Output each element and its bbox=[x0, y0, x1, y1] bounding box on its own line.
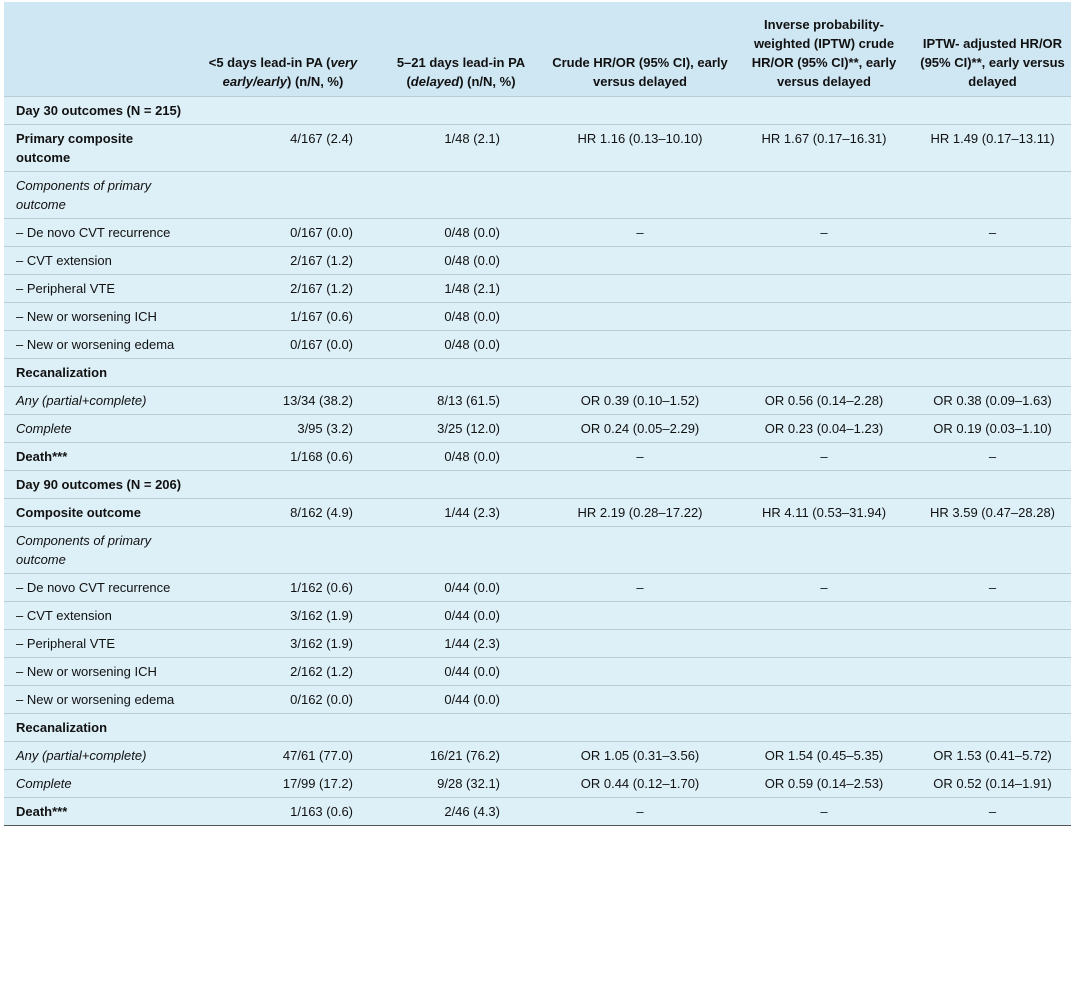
early-pa-cell: 3/95 (3.2) bbox=[297, 420, 353, 436]
crude-hr-cell bbox=[546, 713, 734, 741]
row-label: – De novo CVT recurrence bbox=[16, 579, 171, 595]
iptw-crude-hr-cell bbox=[734, 96, 914, 124]
row-label: – CVT extension bbox=[16, 252, 112, 268]
iptw-adjusted-hr-cell bbox=[914, 96, 1071, 124]
crude-hr-cell bbox=[546, 526, 734, 573]
early-pa-cell bbox=[190, 358, 376, 386]
iptw-adjusted-hr-cell bbox=[914, 657, 1071, 685]
early-pa-cell: 2/162 (1.2) bbox=[290, 663, 353, 679]
crude-hr-cell bbox=[546, 657, 734, 685]
delayed-pa-cell: 0/48 (0.0) bbox=[444, 336, 500, 352]
crude-hr-cell: OR 1.05 (0.31–3.56) bbox=[580, 747, 700, 763]
early-pa-cell: 47/61 (77.0) bbox=[282, 747, 353, 763]
row-label: Complete bbox=[16, 775, 72, 791]
early-pa-cell: 8/162 (4.9) bbox=[290, 504, 353, 520]
delayed-pa-cell bbox=[376, 713, 546, 741]
delayed-pa-cell bbox=[376, 526, 546, 573]
delayed-pa-cell: 0/48 (0.0) bbox=[444, 308, 500, 324]
crude-hr-cell: – bbox=[636, 224, 644, 240]
early-pa-cell: 0/162 (0.0) bbox=[290, 691, 353, 707]
iptw-adjusted-hr-cell bbox=[914, 274, 1071, 302]
iptw-crude-hr-cell bbox=[734, 526, 914, 573]
table-row bbox=[4, 96, 1071, 124]
iptw-crude-hr-cell bbox=[734, 330, 914, 358]
row-label: Components of primary outcome bbox=[16, 177, 152, 212]
table-row bbox=[4, 171, 1071, 218]
early-pa-cell: 2/167 (1.2) bbox=[290, 280, 353, 296]
table-row bbox=[4, 657, 1071, 685]
delayed-pa-cell bbox=[376, 96, 546, 124]
table-row bbox=[4, 573, 1071, 601]
table-row bbox=[4, 470, 1071, 498]
iptw-crude-hr-cell: HR 4.11 (0.53–31.94) bbox=[761, 504, 887, 520]
row-label: – New or worsening ICH bbox=[16, 308, 157, 324]
crude-hr-cell: HR 1.16 (0.13–10.10) bbox=[577, 130, 703, 146]
early-pa-cell bbox=[190, 713, 376, 741]
row-label: Death*** bbox=[16, 448, 68, 464]
row-label: Components of primary outcome bbox=[16, 532, 152, 567]
early-pa-cell: 17/99 (17.2) bbox=[282, 775, 353, 791]
iptw-crude-hr-cell bbox=[734, 713, 914, 741]
crude-hr-cell bbox=[546, 685, 734, 713]
iptw-adjusted-hr-cell bbox=[914, 526, 1071, 573]
crude-hr-cell bbox=[546, 96, 734, 124]
delayed-pa-cell: 0/48 (0.0) bbox=[444, 448, 500, 464]
table-row bbox=[4, 302, 1071, 330]
row-label: Primary composite outcome bbox=[16, 130, 134, 165]
iptw-adjusted-hr-cell: – bbox=[988, 803, 997, 819]
crude-hr-cell bbox=[546, 274, 734, 302]
iptw-adjusted-hr-cell: OR 0.38 (0.09–1.63) bbox=[933, 392, 1052, 408]
iptw-crude-hr-cell bbox=[734, 601, 914, 629]
header-crude-hr: Crude HR/OR (95% CI), early versus delayed bbox=[546, 2, 734, 96]
early-pa-cell: 3/162 (1.9) bbox=[290, 607, 353, 623]
header-delayed-pa: 5–21 days lead-in PA (delayed) (n/N, %) bbox=[376, 2, 546, 96]
crude-hr-cell: – bbox=[636, 448, 644, 464]
header-iptw-crude-hr: Inverse probability-weighted (IPTW) crude HR/OR (95% CI)**, early versus delayed bbox=[734, 2, 914, 96]
iptw-crude-hr-cell: – bbox=[820, 803, 828, 819]
early-pa-cell: 3/162 (1.9) bbox=[290, 635, 353, 651]
iptw-crude-hr-cell bbox=[734, 629, 914, 657]
table-row bbox=[4, 713, 1071, 741]
delayed-pa-cell: 0/44 (0.0) bbox=[444, 663, 500, 679]
iptw-adjusted-hr-cell bbox=[914, 246, 1071, 274]
delayed-pa-cell: 1/44 (2.3) bbox=[444, 635, 500, 651]
row-label: Recanalization bbox=[16, 364, 108, 380]
row-label: Day 30 outcomes (N = 215) bbox=[16, 102, 182, 118]
table-row bbox=[4, 526, 1071, 573]
iptw-adjusted-hr-cell bbox=[914, 330, 1071, 358]
table-row bbox=[4, 685, 1071, 713]
delayed-pa-cell: 9/28 (32.1) bbox=[437, 775, 500, 791]
row-label: Death*** bbox=[16, 803, 68, 819]
iptw-crude-hr-cell bbox=[734, 274, 914, 302]
row-label: – Peripheral VTE bbox=[16, 635, 115, 651]
iptw-adjusted-hr-cell bbox=[914, 171, 1071, 218]
iptw-adjusted-hr-cell bbox=[914, 470, 1071, 498]
iptw-adjusted-hr-cell bbox=[914, 713, 1071, 741]
table-row bbox=[4, 358, 1071, 386]
iptw-crude-hr-cell: OR 0.23 (0.04–1.23) bbox=[764, 420, 884, 436]
iptw-crude-hr-cell: OR 0.56 (0.14–2.28) bbox=[764, 392, 884, 408]
iptw-adjusted-hr-cell bbox=[914, 358, 1071, 386]
crude-hr-cell bbox=[546, 246, 734, 274]
early-pa-cell: 0/167 (0.0) bbox=[290, 224, 353, 240]
early-pa-cell: 1/162 (0.6) bbox=[290, 579, 353, 595]
early-pa-cell: 13/34 (38.2) bbox=[282, 392, 353, 408]
crude-hr-cell bbox=[546, 171, 734, 218]
crude-hr-cell: – bbox=[636, 579, 644, 595]
table-row bbox=[4, 274, 1071, 302]
table-row bbox=[4, 741, 1071, 769]
iptw-crude-hr-cell: HR 1.67 (0.17–16.31) bbox=[761, 130, 887, 146]
crude-hr-cell bbox=[546, 601, 734, 629]
table-row bbox=[4, 414, 1071, 442]
row-label: Recanalization bbox=[16, 719, 108, 735]
early-pa-cell bbox=[190, 171, 376, 218]
crude-hr-cell: HR 2.19 (0.28–17.22) bbox=[577, 504, 703, 520]
table-body bbox=[4, 96, 1071, 825]
table-row bbox=[4, 629, 1071, 657]
early-pa-cell: 0/167 (0.0) bbox=[290, 336, 353, 352]
iptw-crude-hr-cell bbox=[734, 657, 914, 685]
delayed-pa-cell: 0/48 (0.0) bbox=[444, 252, 500, 268]
delayed-pa-cell: 0/44 (0.0) bbox=[444, 579, 500, 595]
table-row bbox=[4, 601, 1071, 629]
delayed-pa-cell: 3/25 (12.0) bbox=[437, 420, 500, 436]
table-row bbox=[4, 330, 1071, 358]
iptw-crude-hr-cell: OR 1.54 (0.45–5.35) bbox=[764, 747, 884, 763]
crude-hr-cell bbox=[546, 330, 734, 358]
delayed-pa-cell: 16/21 (76.2) bbox=[429, 747, 500, 763]
row-label: – New or worsening edema bbox=[16, 691, 175, 707]
crude-hr-cell: OR 0.24 (0.05–2.29) bbox=[580, 420, 700, 436]
delayed-pa-cell: 8/13 (61.5) bbox=[437, 392, 500, 408]
iptw-adjusted-hr-cell: – bbox=[988, 224, 997, 240]
iptw-adjusted-hr-cell: HR 3.59 (0.47–28.28) bbox=[929, 504, 1056, 520]
early-pa-cell: 1/168 (0.6) bbox=[290, 448, 353, 464]
iptw-crude-hr-cell: – bbox=[820, 224, 828, 240]
iptw-crude-hr-cell: – bbox=[820, 579, 828, 595]
crude-hr-cell: OR 0.44 (0.12–1.70) bbox=[580, 775, 700, 791]
row-label: – New or worsening edema bbox=[16, 336, 175, 352]
row-label: Any (partial+complete) bbox=[16, 392, 147, 408]
iptw-adjusted-hr-cell: OR 1.53 (0.41–5.72) bbox=[933, 747, 1052, 763]
iptw-adjusted-hr-cell: – bbox=[988, 579, 997, 595]
table-row bbox=[4, 386, 1071, 414]
iptw-adjusted-hr-cell bbox=[914, 601, 1071, 629]
table-row bbox=[4, 769, 1071, 797]
row-label: Any (partial+complete) bbox=[16, 747, 147, 763]
crude-hr-cell bbox=[546, 302, 734, 330]
early-pa-cell bbox=[190, 96, 376, 124]
early-pa-cell: 4/167 (2.4) bbox=[290, 130, 353, 146]
iptw-adjusted-hr-cell: OR 0.19 (0.03–1.10) bbox=[933, 420, 1052, 436]
delayed-pa-cell: 1/48 (2.1) bbox=[444, 130, 500, 146]
early-pa-cell bbox=[190, 470, 376, 498]
iptw-adjusted-hr-cell: HR 1.49 (0.17–13.11) bbox=[930, 130, 1055, 146]
delayed-pa-cell: 0/48 (0.0) bbox=[444, 224, 500, 240]
iptw-crude-hr-cell bbox=[734, 246, 914, 274]
delayed-pa-cell: 1/48 (2.1) bbox=[444, 280, 500, 296]
table-row bbox=[4, 124, 1071, 171]
early-pa-cell: 2/167 (1.2) bbox=[290, 252, 353, 268]
iptw-crude-hr-cell: – bbox=[820, 448, 828, 464]
iptw-crude-hr-cell: OR 0.59 (0.14–2.53) bbox=[764, 775, 884, 791]
iptw-adjusted-hr-cell bbox=[914, 685, 1071, 713]
row-label: – CVT extension bbox=[16, 607, 112, 623]
row-label: – New or worsening ICH bbox=[16, 663, 157, 679]
delayed-pa-cell bbox=[376, 171, 546, 218]
row-label: – De novo CVT recurrence bbox=[16, 224, 171, 240]
iptw-crude-hr-cell bbox=[734, 470, 914, 498]
header-early-pa: <5 days lead-in PA (very early/early) (n/N, %) bbox=[190, 2, 376, 96]
header-label-cell bbox=[4, 2, 190, 96]
table-row bbox=[4, 246, 1071, 274]
iptw-crude-hr-cell bbox=[734, 302, 914, 330]
row-label: – Peripheral VTE bbox=[16, 280, 115, 296]
table-row bbox=[4, 442, 1071, 470]
row-label: Complete bbox=[16, 420, 72, 436]
early-pa-cell: 1/167 (0.6) bbox=[290, 308, 353, 324]
delayed-pa-cell: 0/44 (0.0) bbox=[444, 691, 500, 707]
delayed-pa-cell bbox=[376, 470, 546, 498]
iptw-adjusted-hr-cell: OR 0.52 (0.14–1.91) bbox=[933, 775, 1052, 791]
table-row bbox=[4, 218, 1071, 246]
header-iptw-adjusted-hr: IPTW- adjusted HR/OR (95% CI)**, early versus delayed bbox=[914, 2, 1071, 96]
crude-hr-cell bbox=[546, 629, 734, 657]
iptw-adjusted-hr-cell bbox=[914, 629, 1071, 657]
crude-hr-cell bbox=[546, 470, 734, 498]
iptw-adjusted-hr-cell: – bbox=[988, 448, 997, 464]
row-label: Composite outcome bbox=[16, 504, 141, 520]
delayed-pa-cell: 1/44 (2.3) bbox=[444, 504, 500, 520]
iptw-crude-hr-cell bbox=[734, 358, 914, 386]
row-label: Day 90 outcomes (N = 206) bbox=[16, 476, 182, 492]
iptw-adjusted-hr-cell bbox=[914, 302, 1071, 330]
early-pa-cell bbox=[190, 526, 376, 573]
crude-hr-cell: OR 0.39 (0.10–1.52) bbox=[580, 392, 700, 408]
table-row bbox=[4, 498, 1071, 526]
crude-hr-cell: – bbox=[636, 803, 644, 819]
table-row bbox=[4, 797, 1071, 825]
iptw-crude-hr-cell bbox=[734, 171, 914, 218]
early-pa-cell: 1/163 (0.6) bbox=[290, 803, 353, 819]
delayed-pa-cell bbox=[376, 358, 546, 386]
iptw-crude-hr-cell bbox=[734, 685, 914, 713]
table-header-row bbox=[4, 2, 1071, 96]
delayed-pa-cell: 0/44 (0.0) bbox=[444, 607, 500, 623]
delayed-pa-cell: 2/46 (4.3) bbox=[444, 803, 500, 819]
outcomes-table bbox=[4, 2, 1071, 826]
crude-hr-cell bbox=[546, 358, 734, 386]
